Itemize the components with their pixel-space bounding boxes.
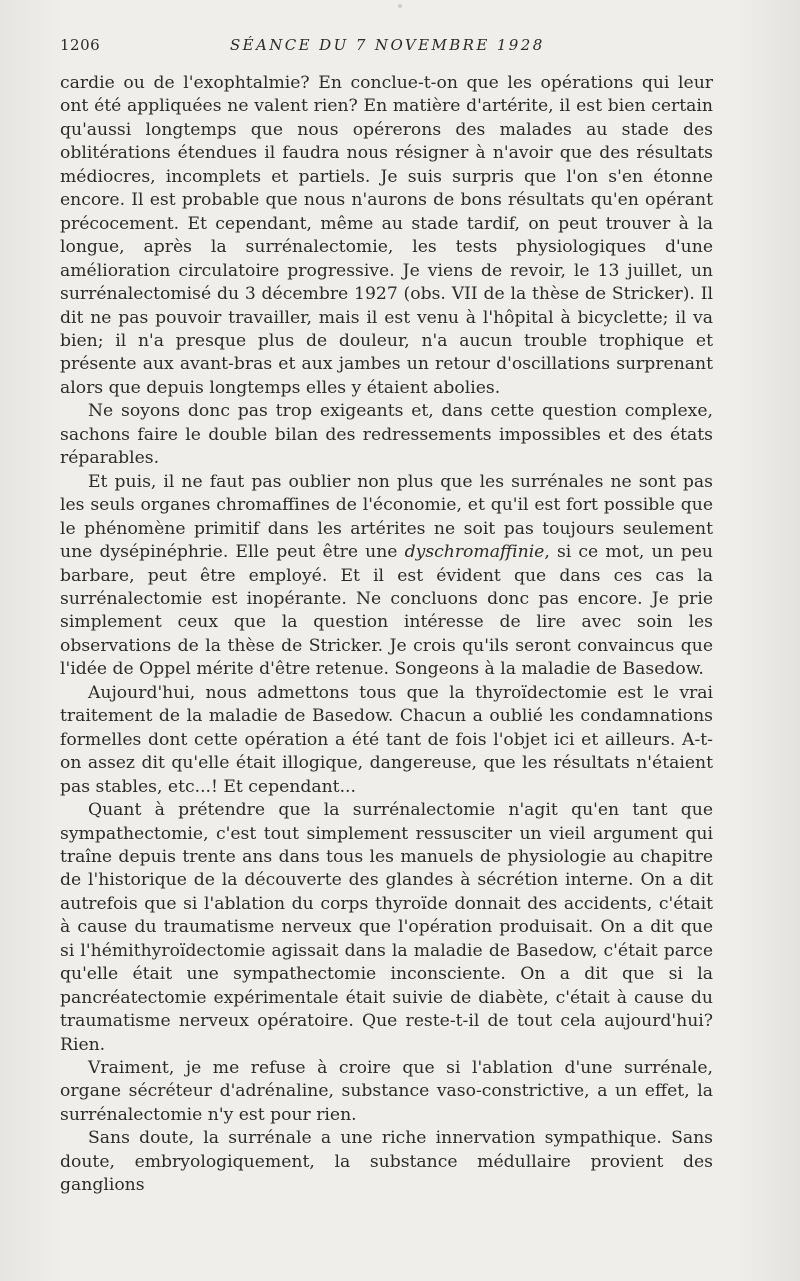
- paragraph-text: Et puis, il ne faut pas oublier non plus que les surrénales ne sont pas les seuls organes chromaffines de l'économie, et qu'il est fort possible que le phénomène primitif dans les artérites ne soit pas toujours seulement une dysépinéphrie. Elle peut être une: [60, 471, 713, 563]
- page-number: 1206: [60, 36, 101, 54]
- body-text: [60, 72, 713, 1198]
- paragraph-continues: Sans doute, la surrénale a une riche innervation sympathique. Sans doute, embryologiquement, la substance médullaire provient des ganglions: [60, 1128, 713, 1196]
- paragraph: Ne soyons donc pas trop exigeants et, dans cette question complexe, sachons faire le double bilan des redressements impossibles et des états réparables.: [60, 401, 713, 469]
- paragraph: Quant à prétendre que la surrénalectomie n'agit qu'en tant que sympathectomie, c'est tout simplement ressusciter un vieil argument qui traîne depuis trente ans dans tous les manuels de physiologie au chapitre de l'historique de la découverte des glandes à sécrétion interne. On a dit autrefois que si l'ablation du corps thyroïde donnait des accidents, c'était à cause du traumatisme nerveux que l'opération produisait. On a dit que si l'hémithyroïdectomie agissait dans la maladie de Basedow, c'était parce qu'elle était une sympathectomie inconsciente. On a dit que si la pancréatectomie expérimentale était suivie de diabète, c'était à cause du traumatisme nerveux opératoire. Que reste-t-il de tout cela aujourd'hui? Rien.: [60, 800, 713, 1055]
- italic-term: dyschromaffinie: [404, 542, 545, 563]
- paragraph: Aujourd'hui, nous admettons tous que la thyroïdectomie est le vrai traitement de la maladie de Basedow. Chacun a oublié les condamnations formelles dont cette opération a été tant de fois l'objet ici et ailleurs. A-t-on assez dit qu'elle était illogique, dangereuse, que les résultats n'étaient pas stables, etc...! Et cependant...: [60, 682, 713, 797]
- running-title: SÉANCE DU 7 NOVEMBRE 1928: [230, 36, 545, 54]
- paragraph: [60, 471, 713, 682]
- page-header: [60, 36, 713, 60]
- paragraph: Vraiment, je me refuse à croire que si l'ablation d'une surrénale, organe sécréteur d'adrénaline, substance vaso-constrictive, a un effet, la surrénalectomie n'y est pour rien.: [60, 1058, 713, 1125]
- paragraph-continuation: cardie ou de l'exophtalmie? En conclue-t-on que les opérations qui leur ont été appliquées ne valent rien? En matière d'artérite, il est bien certain qu'aussi longtemps que nous opérerons des malades au stade des oblitérations étendues il faudra nous résigner à n'avoir que des résultats médiocres, incomplets et partiels. Je suis surpris que l'on s'en étonne encore. Il est probable que nous n'aurons de bons résultats qu'en opérant précocement. Et cependant, même au stade tardif, on peut trouver à la longue, après la surrénalectomie, les tests physiologiques d'une amélioration circulatoire progressive. Je viens de revoir, le 13 juillet, un surrénalectomisé du 3 décembre 1927 (obs. VII de la thèse de Stricker). Il dit ne pas pouvoir travailler, mais il est venu à l'hôpital à bicyclette; il va bien; il n'a presque plus de douleur, n'a aucun trouble trophique et présente aux avant-bras et aux jambes un retour d'oscillations surprenant alors que depuis longtemps elles y étaient abolies.: [60, 73, 713, 398]
- printing-mark: [398, 4, 402, 8]
- paragraph-text: , si ce mot, un peu barbare, peut être employé. Et il est évident que dans ces cas la surrénalectomie est inopérante. Ne concluons donc pas encore. Je prie simplement ceux que la question intéresse de lire avec soin les observations de la thèse de Stricker. Je crois qu'ils seront convaincus que l'idée de Oppel mérite d'être retenue. Songeons à la maladie de Basedow.: [60, 542, 713, 680]
